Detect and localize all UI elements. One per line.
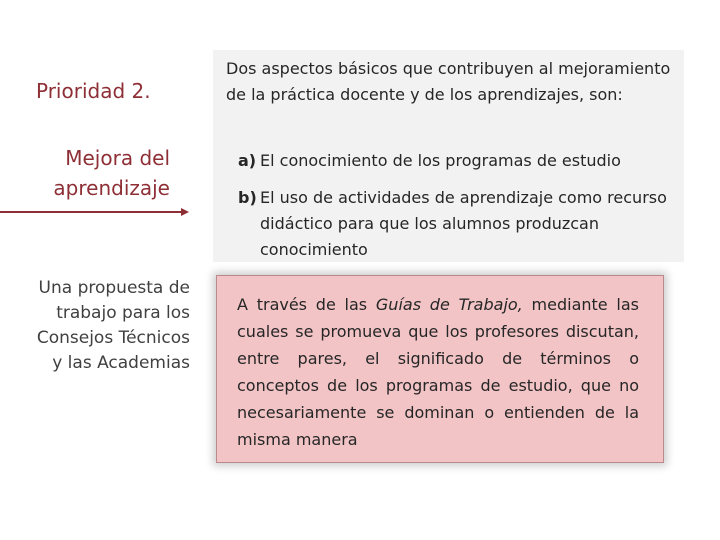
guides-text-after: mediante las cuales se promueva que los profesores discutan, entre pares, el significado de términos o conceptos de los programas de estudio, que no necesariamente se dominan o entienden de la misma manera [237, 295, 639, 449]
guides-text-before: A través de las [237, 295, 376, 314]
aspect-item [238, 185, 674, 263]
work-guides-panel [216, 275, 664, 463]
work-guides-text [237, 291, 639, 453]
aspect-item [238, 148, 674, 174]
aspects-intro: Dos aspectos básicos que contribuyen al mejoramiento de la práctica docente y de los aprendizajes, son: [226, 59, 671, 104]
aspects-panel [213, 50, 684, 262]
aspect-text: El conocimiento de los programas de estudio [260, 151, 621, 170]
aspect-text: El uso de actividades de aprendizaje como recurso didáctico para que los alumnos produzcan conocimiento [260, 188, 667, 259]
proposal-note: Una propuesta de trabajo para los Consejos Técnicos y las Academias [36, 278, 190, 373]
aspect-marker: b) [238, 188, 257, 207]
aspect-marker: a) [238, 151, 257, 170]
arrow-head-icon [181, 208, 189, 216]
priority-subtitle: Mejora del aprendizaje [53, 146, 170, 200]
priority-title: Prioridad 2. [36, 79, 151, 103]
divider-arrow [0, 211, 183, 213]
guides-emphasis: Guías de Trabajo, [375, 295, 523, 314]
